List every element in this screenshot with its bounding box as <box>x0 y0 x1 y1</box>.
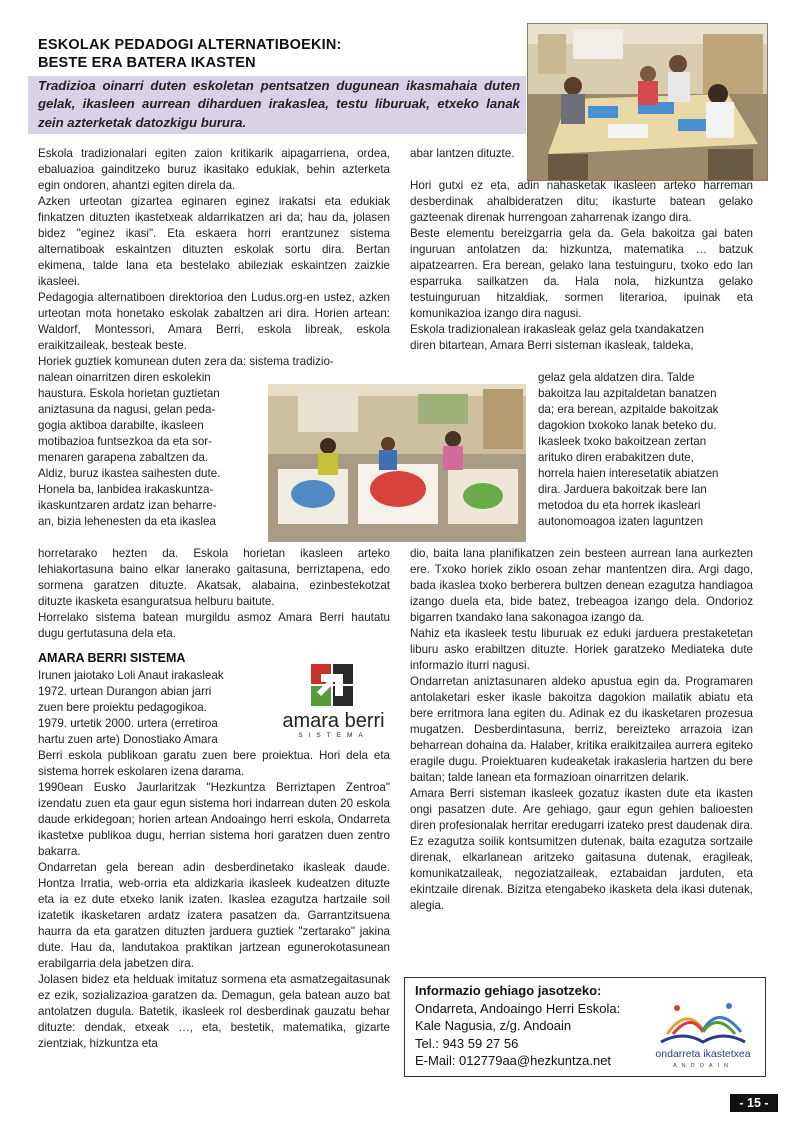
text-line: dira. Jarduera bakoitzak bere lan <box>538 483 707 496</box>
column-right-head <box>410 146 520 162</box>
column-right <box>410 178 753 354</box>
text-line: metodoa du eta horrek ikasleari <box>538 499 701 512</box>
text-line: horrela haien interesetatik abiatzen <box>538 467 719 480</box>
text-line: diren bitartean, Amara Berri sisteman ikasleak, taldeka, <box>410 339 694 352</box>
info-address: Kale Nagusia, z/g. Andoain <box>415 1018 572 1033</box>
paragraph: Jolasen bidez eta helduak imitatuz sormena eta asmatzegaitasunak ez ezik, sozializazioa garatzen da. Demagun, gela batean auzo bat antolatzen dugula. Batetik, ikasleek rol desberdinak gauzatu behar dituzte: dendak, etxeak …, eta, bestetik, matematika, gizarte zientziak, hizkuntza eta <box>38 973 390 1050</box>
info-school: Ondarreta, Andoaingo Herri Eskola: <box>415 1000 621 1016</box>
ondarreta-logo <box>647 986 759 1072</box>
paragraph: Horiek guztiek komunean duten zera da: sistema tradizio- <box>38 355 334 368</box>
paragraph-wrap-logo <box>38 668 274 748</box>
paragraph: Azken urteotan gizartea eginaren eginez irakatsi eta edukiak finkatzen dituzten ikastetxeak aldarrikatzen ari da; hau da, jolasen bidez "eginez ikasi". Eta eskaera horri erantzunez sistema alternatiboak eskaintzen dituzten eskolak sortu dira. Bertan ekimena, talde lana eta bestelako abileziak eskaintzen zaizkie ikasleei. <box>38 195 390 288</box>
text-line: an, bizia lehenesten da eta ikaslea <box>38 515 216 528</box>
column-left-bottom <box>38 748 390 1052</box>
ondarreta-subtitle: ANDOAIN <box>672 1063 734 1069</box>
painting-illustration <box>268 384 526 542</box>
paragraph-wrap-photo <box>38 370 264 530</box>
paragraph: Ondarretan aniztasunaren aldeko apustua egin da. Programaren antolaketari esker ikasle bakoitza dagokion mailatik abiatu eta bere erritmora lana egiten du. Adinak ez du ikasketaren prozesua mugatzen. Desberdintasuna, berriz, bereizteko arrazoia izan beharrean dohaina da. Halaber, kritika eraikitzailea aurrera egiteko eragile dugu. Proiektuaren kudeaketak irakasleria hartzen du bere baitan; talde lanean eta formazioan oinarritzen delarik. <box>410 675 753 784</box>
paragraph: Amara Berri sisteman ikasleek gozatuz ikasten dute eta ikasten ongi pasatzen dute. Are gehiago, gaur egun gehien balioesten diren profesionalak herritar eredugarri izateko prest daudenak dira. Ez ezagutza soilik kontsumitzen dutenak, baita ezagutza sortzaile direnak, elkarlanean aritzeko gaitasuna dutenak, eragileak, komunikatzaileak, negoziatzaileak, eztabaidan jarduten, eta ekintzaile direnak. Bizitza etengabeko ikasketa dela ikasi dutenak, alegia. <box>410 787 753 912</box>
text-line: zuen bere proiektu pedagogikoa. <box>38 701 207 714</box>
column-left-continued <box>38 546 390 642</box>
text-line: Ikasleek txoko bakoitzean zertan <box>538 435 707 448</box>
text-line: 1972. urtean Durangon abian jarri <box>38 685 212 698</box>
text-line: Aldiz, buruz ikastea saihesten dute. <box>38 467 221 480</box>
paragraph-wrap-photo-right <box>538 370 754 530</box>
info-phone: Tel.: 943 59 27 56 <box>415 1035 519 1051</box>
section-heading: AMARA BERRI SISTEMA <box>38 651 186 665</box>
paragraph: Nahiz eta ikasleek testu liburuak ez eduki jarduera prestaketetan liburu asko erabiltzen dituzte. Horiek garatzeko Mediateka dute informazio iturri nagusi. <box>410 627 753 672</box>
text-line: arituko diren erabakitzen dute, <box>538 451 694 464</box>
text-line: Irunen jaiotako Loli Anaut irakasleak <box>38 669 224 682</box>
amara-berri-wordmark: amara berri <box>282 710 385 732</box>
paragraph: Ondarretan gela berean adin desberdinetako ikasleak daude. Hontza Irratia, web-orria eta aldizkaria ikasleek kudeatzen dituzte eta ia ez dute etxeko lanik izaten. Ikaslea ezagutza hartzaile soil izatetik ikasketaren ardatz izatera pasatzen da. Garrantzitsuena haurra da eta garatzen dituzten jarduera guztiek "zertarako" jakina dute. Hau da, landutakoa praktikan jartzean egunerokotasunean erabilgarria dela jabetzen dira. <box>38 861 390 970</box>
paragraph: Hori gutxi ez eta, adin nahasketak ikasleen arteko harreman desberdinak ahalbideratzen ditu; ikasturte batean gelako gazteenak direnak hurrengoan zaharrenak izango dira. <box>410 179 753 224</box>
classroom-photo-top <box>527 23 768 181</box>
amara-berri-logo <box>277 656 390 744</box>
classroom-photo-painting <box>268 384 526 542</box>
paragraph: Horrelako sistema batean murgildu asmoz Amara Berri hautatu dugu gertutasuna dela eta. <box>38 611 390 640</box>
text-line: gogia aktiboa darabilte, ikasleen <box>38 419 204 432</box>
classroom-illustration <box>528 24 767 180</box>
title-line-1: ESKOLAK PEDADOGI ALTERNATIBOEKIN: <box>38 37 342 53</box>
text-line: bakoitza lau azpitaldetan banatzen <box>538 387 717 400</box>
page-number: - 15 - <box>730 1094 778 1112</box>
text-line: motibazioa funtsezkoa da eta sor- <box>38 435 213 448</box>
text-line: Honela ba, lanbidea irakaskuntza- <box>38 483 214 496</box>
text-line: 1979. urtetik 2000. urtera (erretiroa <box>38 717 218 730</box>
text-line: nalean oinarritzen diren eskolekin <box>38 371 211 384</box>
paragraph: horretarako hezten da. Eskola horietan ikasleen arteko lehiakortasuna baino elkar lanerako gaitasuna, berriztapena, edo sormena garatzen dituzte. Akatsak, alabaina, ezinbestekotzat dituzte ikasketa esanguratsua helburu baitute. <box>38 547 390 608</box>
text-line: gelaz gela aldatzen dira. Talde <box>538 371 695 384</box>
amara-berri-subtitle: SISTEMA <box>298 732 369 739</box>
title-line-2: BESTE ERA BATERA IKASTEN <box>38 55 256 71</box>
info-box <box>404 977 766 1077</box>
text-line: aniztasuna da nagusi, gelan peda- <box>38 403 216 416</box>
paragraph: abar lantzen dituzte. <box>410 147 515 160</box>
text-line: dagokion txokoko lanak beteko du. <box>538 419 717 432</box>
column-left <box>38 146 390 370</box>
text-line: haustura. Eskola horietan guztietan <box>38 387 220 400</box>
text-line: Eskola tradizionalean irakasleak gelaz gela txandakatzen <box>410 323 704 336</box>
ondarreta-wordmark: ondarreta ikastetxea <box>655 1048 751 1060</box>
column-right-continued <box>410 546 753 914</box>
info-heading: Informazio gehiago jasotzeko: <box>415 983 602 998</box>
text-line: autonomoagoa izaten laguntzen <box>538 515 704 528</box>
ondarreta-book-icon <box>647 986 759 1050</box>
text-line: da; era berean, azpitalde bakoitzak <box>538 403 719 416</box>
text-line: ikaskuntzaren ardatz izan beharre- <box>38 499 217 512</box>
info-text <box>415 982 620 1070</box>
text-line: menaren garapena zabaltzen da. <box>38 451 209 464</box>
info-email: E-Mail: 012779aa@hezkuntza.net <box>415 1053 612 1068</box>
article-lead: Tradizioa oinarri duten eskoletan pentsatzen dugunean ikasmahaia duten gelak, ikasleen aurrean diharduen irakaslea, testu liburuak, etxeko lanak zein azterketak datozkigu burura. <box>38 78 520 130</box>
paragraph: 1990ean Eusko Jaurlaritzak "Hezkuntza Berriztapen Zentroa" izendatu zuen eta gaur egun sistema hori indarrean duten 20 eskola daude erkidegoan; horien artean Andoaingo herri eskola, Ondarreta ikastetxe publikoa dugu, herrian sistema hori garatzen duen zentro bakarra. <box>38 781 390 858</box>
text-line: hartu zuen arte) Donostiako Amara <box>38 733 218 746</box>
article-title <box>38 36 398 72</box>
paragraph: Eskola tradizionalari egiten zaion kritikarik aipagarriena, ordea, ebaluazioa gainditzeko buruz ikasitako edukiak, behin azterketa egin ondoren, ahantzi egiten direla da. <box>38 147 390 192</box>
paragraph: Beste elementu bereizgarria gela da. Gela bakoitza gai baten inguruan antolatzen da: hizkuntza, matematika … batzuk aipatzearren. Era berean, gelako lana testuinguru, txoko edo lan esparruka sailkatzen da. Hala nola, hizkuntza gelako testuinguruan hitzaldiak, sormen literarioa, ipuinak eta komunikazioa izango dira nagusi. <box>410 227 753 320</box>
paragraph: Berri eskola publikoan garatu zuen bere proiektua. Hori dela eta sistema horrek eskolaren izena darama. <box>38 749 390 778</box>
paragraph: Pedagogia alternatiboen direktorioa den Ludus.org-en ustez, azken urteotan mota honetako eskolak zabaltzen ari dira. Horien artean: Waldorf, Montessori, Amara Berri, eskola libreak, eskola eraikitzaileak, besteak beste. <box>38 291 390 352</box>
paragraph: dio, baita lana planifikatzen zein besteen aurrean lana aurkezten ere. Txoko horiek ziklo osoan zehar mantentzen dira. Argi dago, bada ikaslea txoko berberera bultzen denean ezagutza handiagoa izango duela eta, bide batez, trebeagoa izango dela. Ondorioz bigarren txandako lana sakonagoa izango da. <box>410 547 753 624</box>
